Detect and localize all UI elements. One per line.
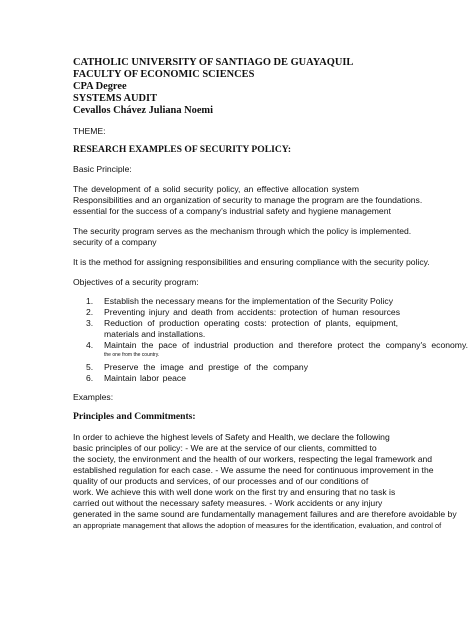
list-item-text: Reduction of production operating costs: protection of plants, equipment, (104, 318, 398, 328)
list-item-number: 5. (86, 362, 94, 372)
principles-line: In order to achieve the highest levels of Safety and Health, we declare the following (73, 432, 390, 442)
principles-line: the society, the environment and the health of our workers, respecting the legal framework and (73, 454, 433, 464)
paragraph3: It is the method for assigning responsibilities and ensuring compliance with the security policy. (73, 257, 430, 267)
list-item-text: Maintain labor peace (104, 373, 186, 383)
list-item-text: Preserve the image and prestige of the company (104, 362, 308, 372)
principles-line: basic principles of our policy: - We are at the service of our clients, committed to (73, 443, 377, 453)
principles-line: quality of our products and services, of our processes and of our conditions of (73, 476, 369, 486)
principles-line: established regulation for each case. - We assume the need for continuous improvement in the (73, 465, 434, 475)
principles-line: generated in the same sound are fundamentally management failures and are therefore avoidable by (73, 509, 457, 519)
paragraph1-line3: essential for the success of a company's industrial safety and hygiene management (73, 206, 391, 216)
principles-line-small: an appropriate management that allows the adoption of measures for the identification, evaluation, and control of (73, 521, 442, 530)
document-title: RESEARCH EXAMPLES OF SECURITY POLICY: (73, 144, 292, 155)
list-item-number: 1. (86, 296, 94, 306)
list-item-text: Establish the necessary means for the implementation of the Security Policy (104, 296, 393, 306)
principles-line: work. We achieve this with well done work on the first try and ensuring that no task is (73, 487, 396, 497)
paragraph2-line2: security of a company (73, 237, 157, 247)
list-item-text: Maintain the pace of industrial production and therefore protect the company's economy. (104, 340, 468, 350)
paragraph1-line2: Responsibilities and an organization of security to manage the program are the foundations. (73, 195, 423, 205)
list-item-continuation: materials and installations. (104, 329, 206, 339)
author-name: Cevallos Chávez Juliana Noemi (73, 105, 213, 116)
theme-label: THEME: (73, 126, 106, 136)
principles-line: carried out without the necessary safety measures. - Work accidents or any injury (73, 498, 383, 508)
basic-principle-label: Basic Principle: (73, 164, 132, 174)
principles-heading: Principles and Commitments: (73, 411, 196, 422)
university-name: CATHOLIC UNIVERSITY OF SANTIAGO DE GUAYAQUIL (73, 57, 354, 68)
list-item-text: Preventing injury and death from accidents: protection of human resources (104, 307, 400, 317)
paragraph1-line1: The development of a solid security policy, an effective allocation system (73, 184, 359, 194)
examples-label: Examples: (73, 392, 114, 402)
list-item-number: 2. (86, 307, 94, 317)
degree-name: CPA Degree (73, 81, 127, 92)
list-item-number: 4. (86, 340, 94, 350)
list-item-number: 6. (86, 373, 94, 383)
list-item-note: the one from the country. (104, 352, 160, 358)
faculty-name: FACULTY OF ECONOMIC SCIENCES (73, 69, 255, 80)
list-item-number: 3. (86, 318, 94, 328)
objectives-label: Objectives of a security program: (73, 277, 199, 287)
course-name: SYSTEMS AUDIT (73, 93, 158, 104)
paragraph2-line1: The security program serves as the mechanism through which the policy is implemented. (73, 226, 412, 236)
